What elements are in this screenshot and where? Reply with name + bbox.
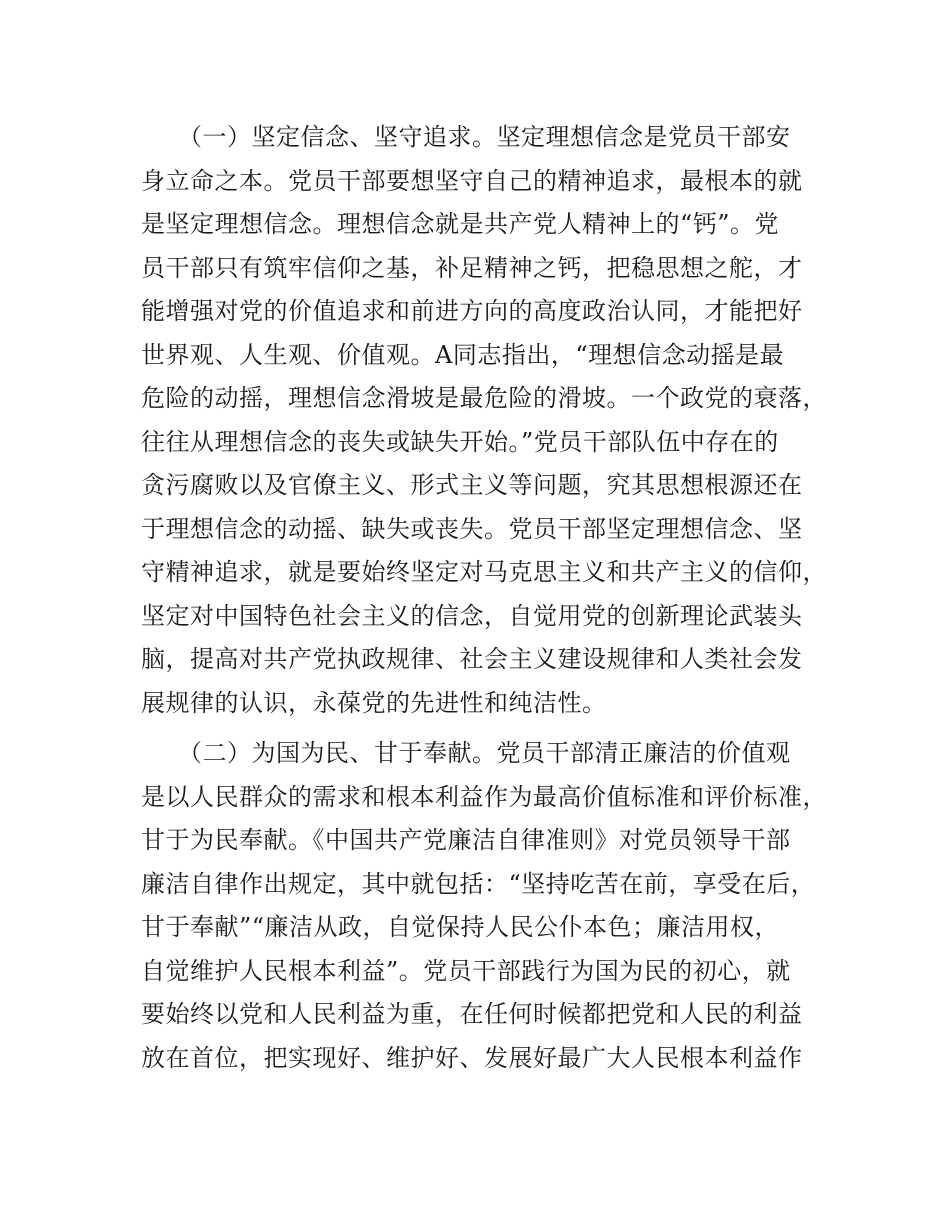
text-line: 展规律的认识，永葆党的先进性和纯洁性。 — [141, 688, 607, 717]
text-line: 世界观、人生观、价值观。A同志指出，“理想信念动摇是最 — [141, 340, 785, 369]
text-line: 危险的动摇，理想信念滑坡是最危险的滑坡。一个政党的衰落， — [141, 384, 827, 412]
text-line: 要始终以党和人民利益为重，在任何时候都把党和人民的利益 — [141, 1000, 803, 1028]
text-line: 脑，提高对共产党执政规律、社会主义建设规律和人类社会发 — [141, 645, 803, 673]
text-line: 贪污腐败以及官僚主义、形式主义等问题，究其思想根源还在 — [141, 471, 803, 499]
text-line: 是坚定理想信念。理想信念就是共产党人精神上的“钙”。党 — [141, 210, 780, 238]
document-body — [141, 116, 827, 1080]
text-line: 守精神追求，就是要始终坚定对马克思主义和共产主义的信仰， — [141, 558, 827, 586]
paragraph-2 — [141, 732, 827, 1080]
text-line: 甘于奉献”“廉洁从政，自觉保持人民公仆本色；廉洁用权， — [141, 913, 780, 941]
text-line: 能增强对党的价值追求和前进方向的高度政治认同，才能把好 — [141, 297, 803, 325]
paragraph-1 — [141, 116, 827, 725]
text-line: 往往从理想信念的丧失或缺失开始。”党员干部队伍中存在的 — [141, 427, 779, 456]
text-line: 放在首位，把实现好、维护好、发展好最广大人民根本利益作 — [141, 1043, 803, 1072]
text-line: （一）坚定信念、坚守追求。坚定理想信念是党员干部安 — [141, 123, 791, 151]
text-line: 身立命之本。党员干部要想坚守自己的精神追求，最根本的就 — [141, 166, 803, 195]
text-line: 是以人民群众的需求和根本利益作为最高价值标准和评价标准， — [141, 782, 827, 811]
text-line: 自觉维护人民根本利益”。党员干部践行为国为民的初心，就 — [141, 956, 791, 985]
text-line: （二）为国为民、甘于奉献。党员干部清正廉洁的价值观 — [141, 739, 791, 767]
text-line: 于理想信念的动摇、缺失或丧失。党员干部坚定理想信念、坚 — [141, 514, 803, 543]
text-line: 坚定对中国特色社会主义的信念，自觉用党的创新理论武装头 — [141, 601, 803, 630]
text-line: 员干部只有筑牢信仰之基，补足精神之钙，把稳思想之舵，才 — [141, 253, 803, 282]
text-line: 甘于为民奉献。《中国共产党廉洁自律准则》对党员领导干部 — [141, 826, 791, 854]
text-line: 廉洁自律作出规定，其中就包括：“坚持吃苦在前，享受在后， — [141, 869, 816, 898]
